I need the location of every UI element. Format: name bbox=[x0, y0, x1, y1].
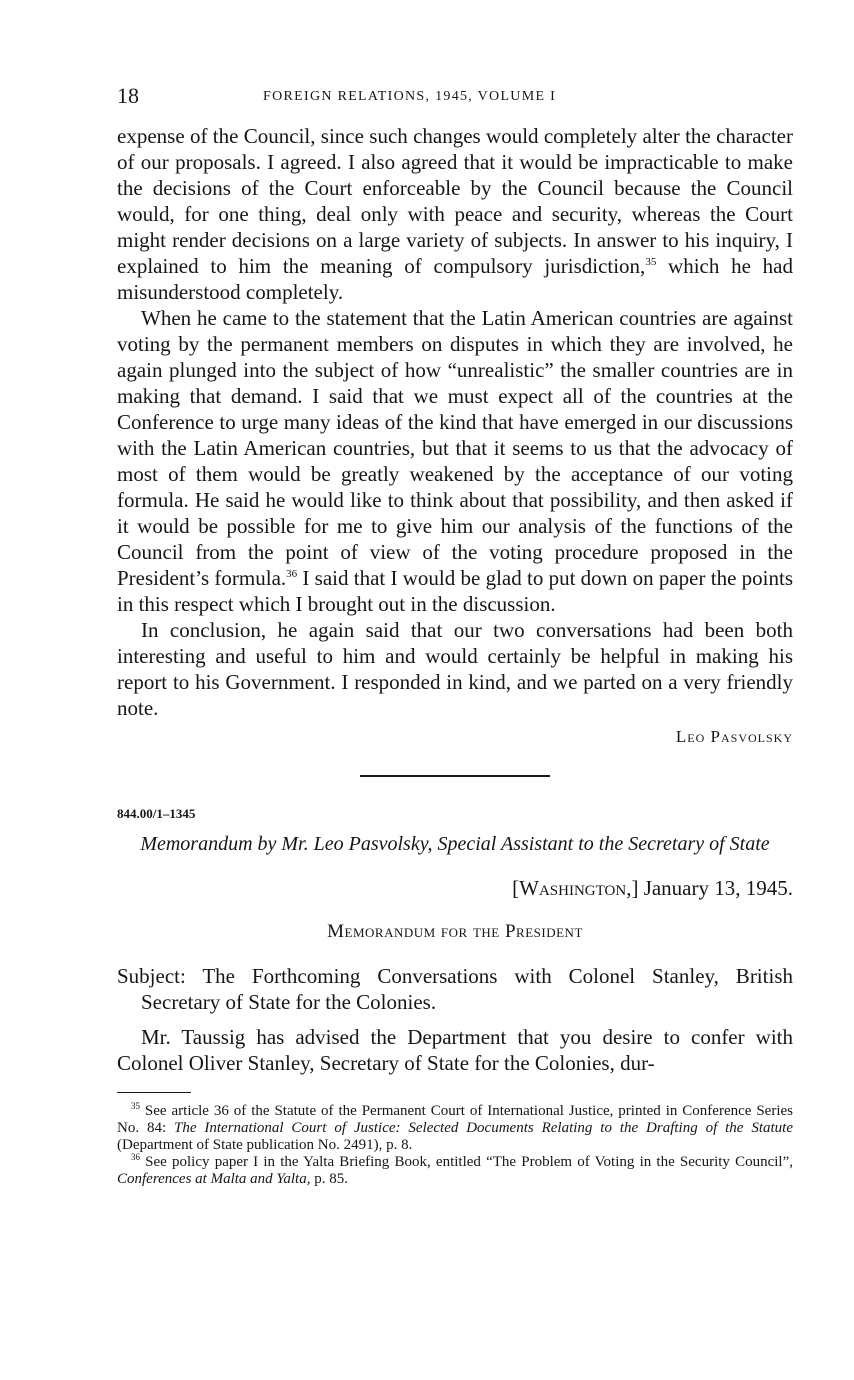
footnote-italic-title: Conferences at Malta and Yalta, bbox=[117, 1171, 311, 1187]
file-number: 844.00/1–1345 bbox=[117, 806, 196, 821]
running-head-title: FOREIGN RELATIONS, 1945, VOLUME I bbox=[263, 89, 557, 104]
book-page bbox=[117, 82, 793, 1188]
letter-body bbox=[117, 123, 793, 749]
paragraph-latin-american-voting bbox=[117, 305, 793, 617]
footnote-36 bbox=[117, 1154, 793, 1188]
section-divider bbox=[360, 775, 550, 777]
footnote-text: p. 85. bbox=[310, 1171, 348, 1187]
paragraph-text: I said that I would be glad to put down on paper the points in this respect which I brought out in the discussion. bbox=[117, 566, 794, 616]
footnotes bbox=[117, 1103, 793, 1188]
footnote-text: See policy paper I in the Yalta Briefing Book, entitled “The Problem of Voting in the Security Council”, bbox=[140, 1154, 793, 1170]
memo-opening-paragraph: Mr. Taussig has advised the Department that you desire to confer with Colonel Oliver Stanley, Secretary of State for the Colonies, dur- bbox=[117, 1025, 793, 1075]
footnote-reference: 36 bbox=[286, 568, 298, 580]
footnote-reference: 35 bbox=[645, 256, 657, 268]
footnote-text: See article 36 of the Statute of the Permanent Court of International Justice, printed in Conference Series No. 84: bbox=[117, 1103, 793, 1136]
footnote-35 bbox=[117, 1103, 793, 1154]
subject-line: Subject: The Forthcoming Conversations with Colonel Stanley, British Secretary of State for the Colonies. bbox=[117, 964, 793, 1014]
dateline-place: [Washington,] bbox=[512, 876, 639, 900]
paragraph-text: expense of the Council, since such changes would completely alter the character of our proposals. I agreed. I also agreed that it would be impracticable to make the decisions of the Court enforceable by the Council because the Council would, for one thing, deal only with peace and security, whereas the Court might render decisions on a large variety of subjects. In answer to his inquiry, I explained to him the meaning of compulsory jurisdiction, bbox=[117, 124, 793, 278]
memo-heading: Memorandum for the President bbox=[327, 921, 583, 942]
dateline bbox=[117, 875, 793, 901]
signature: Leo Pasvolsky bbox=[675, 727, 793, 746]
footnote-divider bbox=[117, 1092, 191, 1093]
footnote-text: (Department of State publication No. 2491), p. 8. bbox=[117, 1137, 413, 1153]
footnote-italic-title: The International Court of Justice: Selected Documents Relating to the Drafting of the Statute bbox=[174, 1120, 794, 1136]
paragraph-text: When he came to the statement that the Latin American countries are against voting by the permanent members on disputes in which they are involved, he again plunged into the subject of how “unrealistic” the smaller countries are in making that demand. I said that we must expect all of the countries at the Conference to urge many ideas of the kind that have emerged in our discussions with the Latin American countries, but that it seems to us that the advocacy of most of them would be greatly weakened by the acceptance of our voting formula. He said he would like to think about that possibility, and then asked if it would be possible for me to give him our analysis of the functions of the Council from the point of view of the voting procedure proposed in the President’s formula. bbox=[117, 306, 793, 590]
document-title: Memorandum by Mr. Leo Pasvolsky, Special Assistant to the Secretary of State bbox=[140, 833, 770, 855]
paragraph-conclusion: In conclusion, he again said that our two conversations had been both interesting and useful to him and would certainly be helpful in making his report to his Government. I responded in kind, and we parted on a very friendly note. bbox=[117, 618, 793, 720]
running-head bbox=[117, 82, 793, 114]
paragraph-council-expense bbox=[117, 123, 793, 305]
page-number: 18 bbox=[117, 83, 139, 108]
paragraph-text: which he had misunderstood completely. bbox=[117, 254, 793, 304]
dateline-date: January 13, 1945. bbox=[638, 876, 793, 900]
footnote-mark: 35 bbox=[131, 1101, 140, 1111]
footnote-mark: 36 bbox=[131, 1152, 140, 1162]
